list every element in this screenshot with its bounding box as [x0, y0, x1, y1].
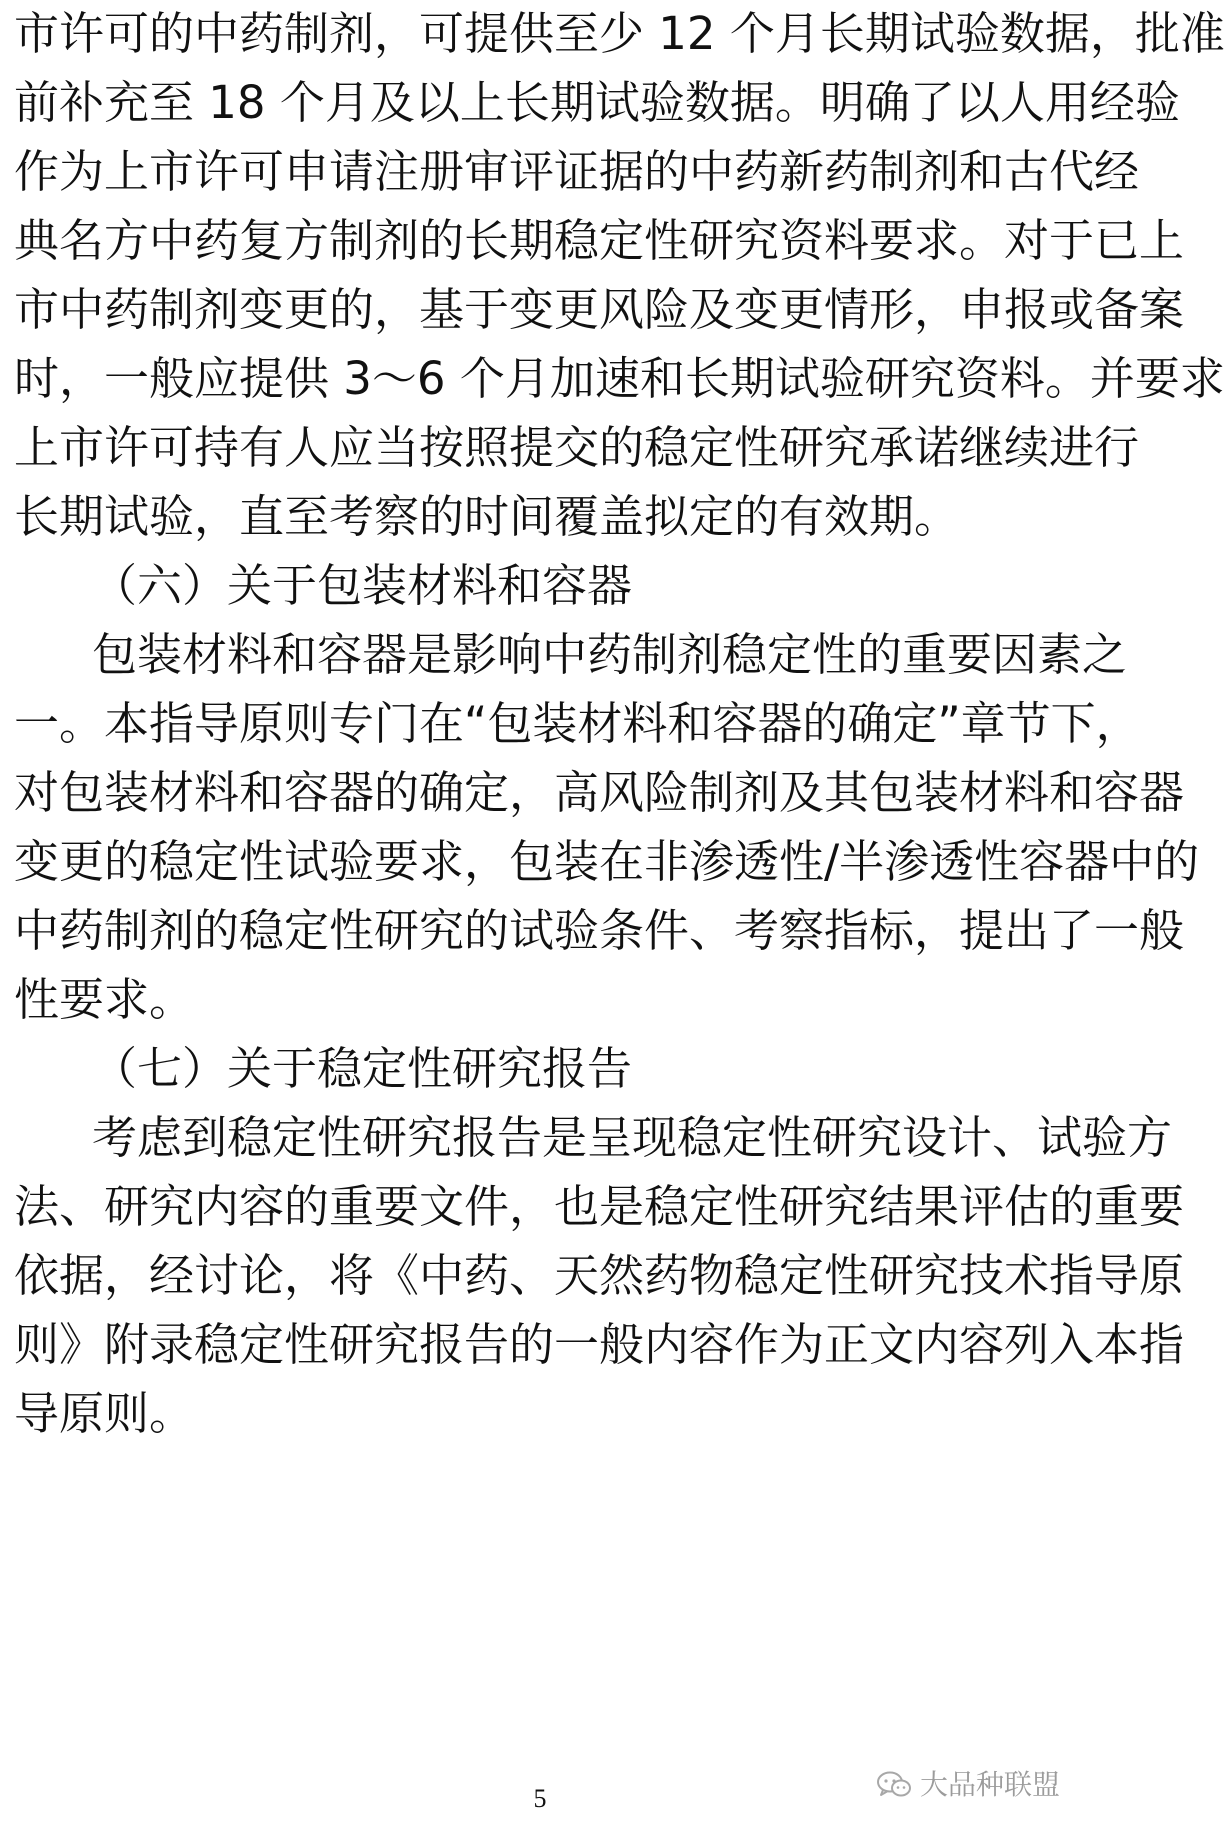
- text-line: 考虑到稳定性研究报告是呈现稳定性研究设计、试验方: [92, 1111, 1173, 1164]
- text-line: 中药制剂的稳定性研究的试验条件、考察指标，提出了一般: [14, 904, 1185, 957]
- text-line: 变更的稳定性试验要求，包装在非渗透性/半渗透性容器中的: [14, 835, 1200, 888]
- text-line: 上市许可持有人应当按照提交的稳定性研究承诺继续进行: [14, 421, 1140, 474]
- text-line: 市许可的中药制剂，可提供至少 12 个月长期试验数据，批准: [14, 7, 1225, 60]
- text-line: 一。本指导原则专门在“包装材料和容器的确定”章节下，: [14, 697, 1141, 750]
- section-heading-six: （六）关于包装材料和容器: [92, 559, 633, 612]
- section-heading-seven: （七）关于稳定性研究报告: [92, 1042, 633, 1095]
- page-number: 5: [533, 1784, 547, 1813]
- text-line: 则》附录稳定性研究报告的一般内容作为正文内容列入本指: [14, 1318, 1185, 1371]
- text-line: 前补充至 18 个月及以上长期试验数据。明确了以人用经验: [14, 76, 1180, 129]
- text-line: 时，一般应提供 3～6 个月加速和长期试验研究资料。并要求: [14, 352, 1225, 405]
- text-line: 作为上市许可申请注册审评证据的中药新药制剂和古代经: [14, 145, 1140, 198]
- text-line: 法、研究内容的重要文件，也是稳定性研究结果评估的重要: [14, 1180, 1185, 1233]
- text-line: 长期试验，直至考察的时间覆盖拟定的有效期。: [14, 490, 960, 543]
- text-line: 导原则。: [14, 1387, 195, 1440]
- text-line: 依据，经讨论，将《中药、天然药物稳定性研究技术指导原: [14, 1249, 1185, 1302]
- text-line: 包装材料和容器是影响中药制剂稳定性的重要因素之: [92, 628, 1128, 681]
- text-line: 典名方中药复方制剂的长期稳定性研究资料要求。对于已上: [14, 214, 1185, 267]
- text-line: 市中药制剂变更的，基于变更风险及变更情形，申报或备案: [14, 283, 1185, 336]
- text-line: 对包装材料和容器的确定，高风险制剂及其包装材料和容器: [14, 766, 1185, 819]
- watermark-text: 大品种联盟: [919, 1768, 1060, 1801]
- text-line: 性要求。: [14, 973, 195, 1026]
